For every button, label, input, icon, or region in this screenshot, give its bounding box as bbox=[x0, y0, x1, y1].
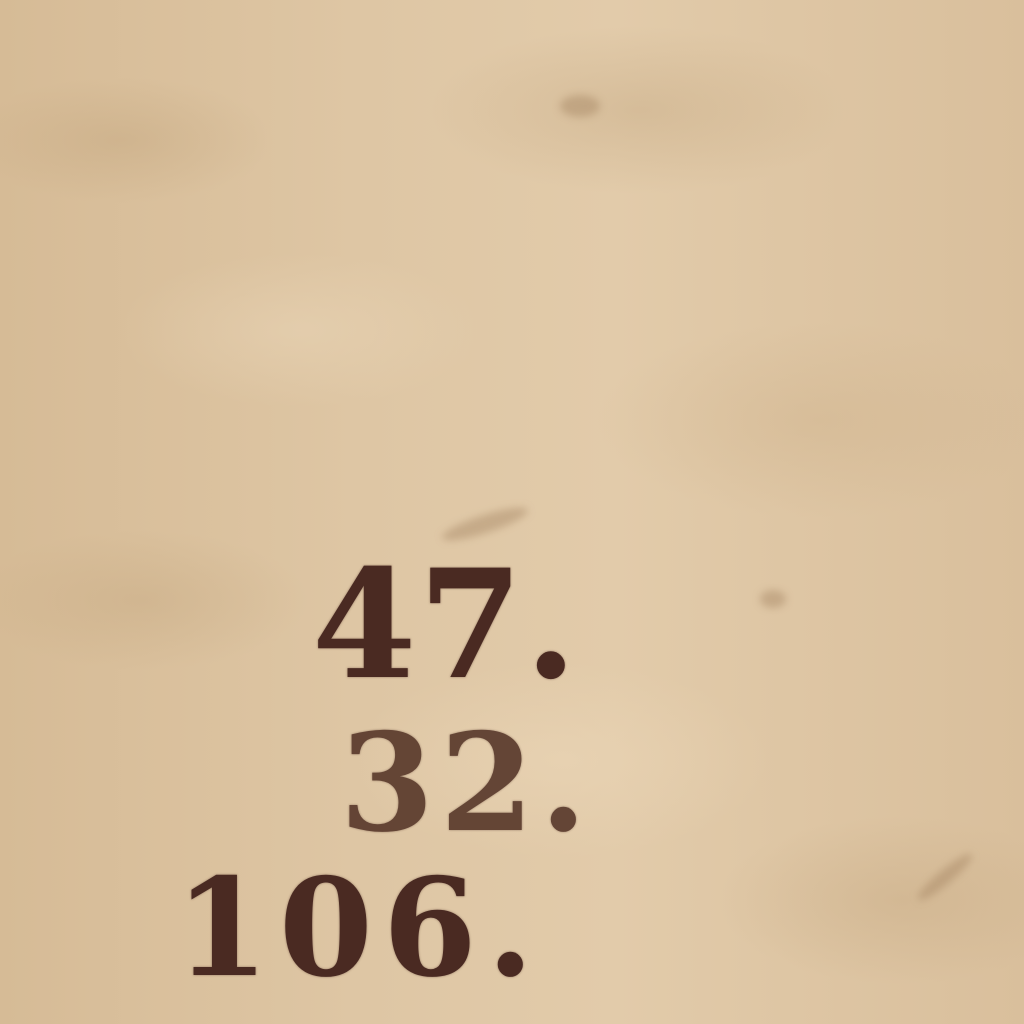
entry-106: 106. bbox=[175, 848, 544, 1007]
entry-32: 32. bbox=[340, 703, 593, 862]
paper-speck bbox=[560, 95, 600, 117]
paper-speck bbox=[914, 849, 977, 905]
paper-speck bbox=[760, 590, 786, 608]
entry-47: 47. bbox=[312, 537, 579, 713]
